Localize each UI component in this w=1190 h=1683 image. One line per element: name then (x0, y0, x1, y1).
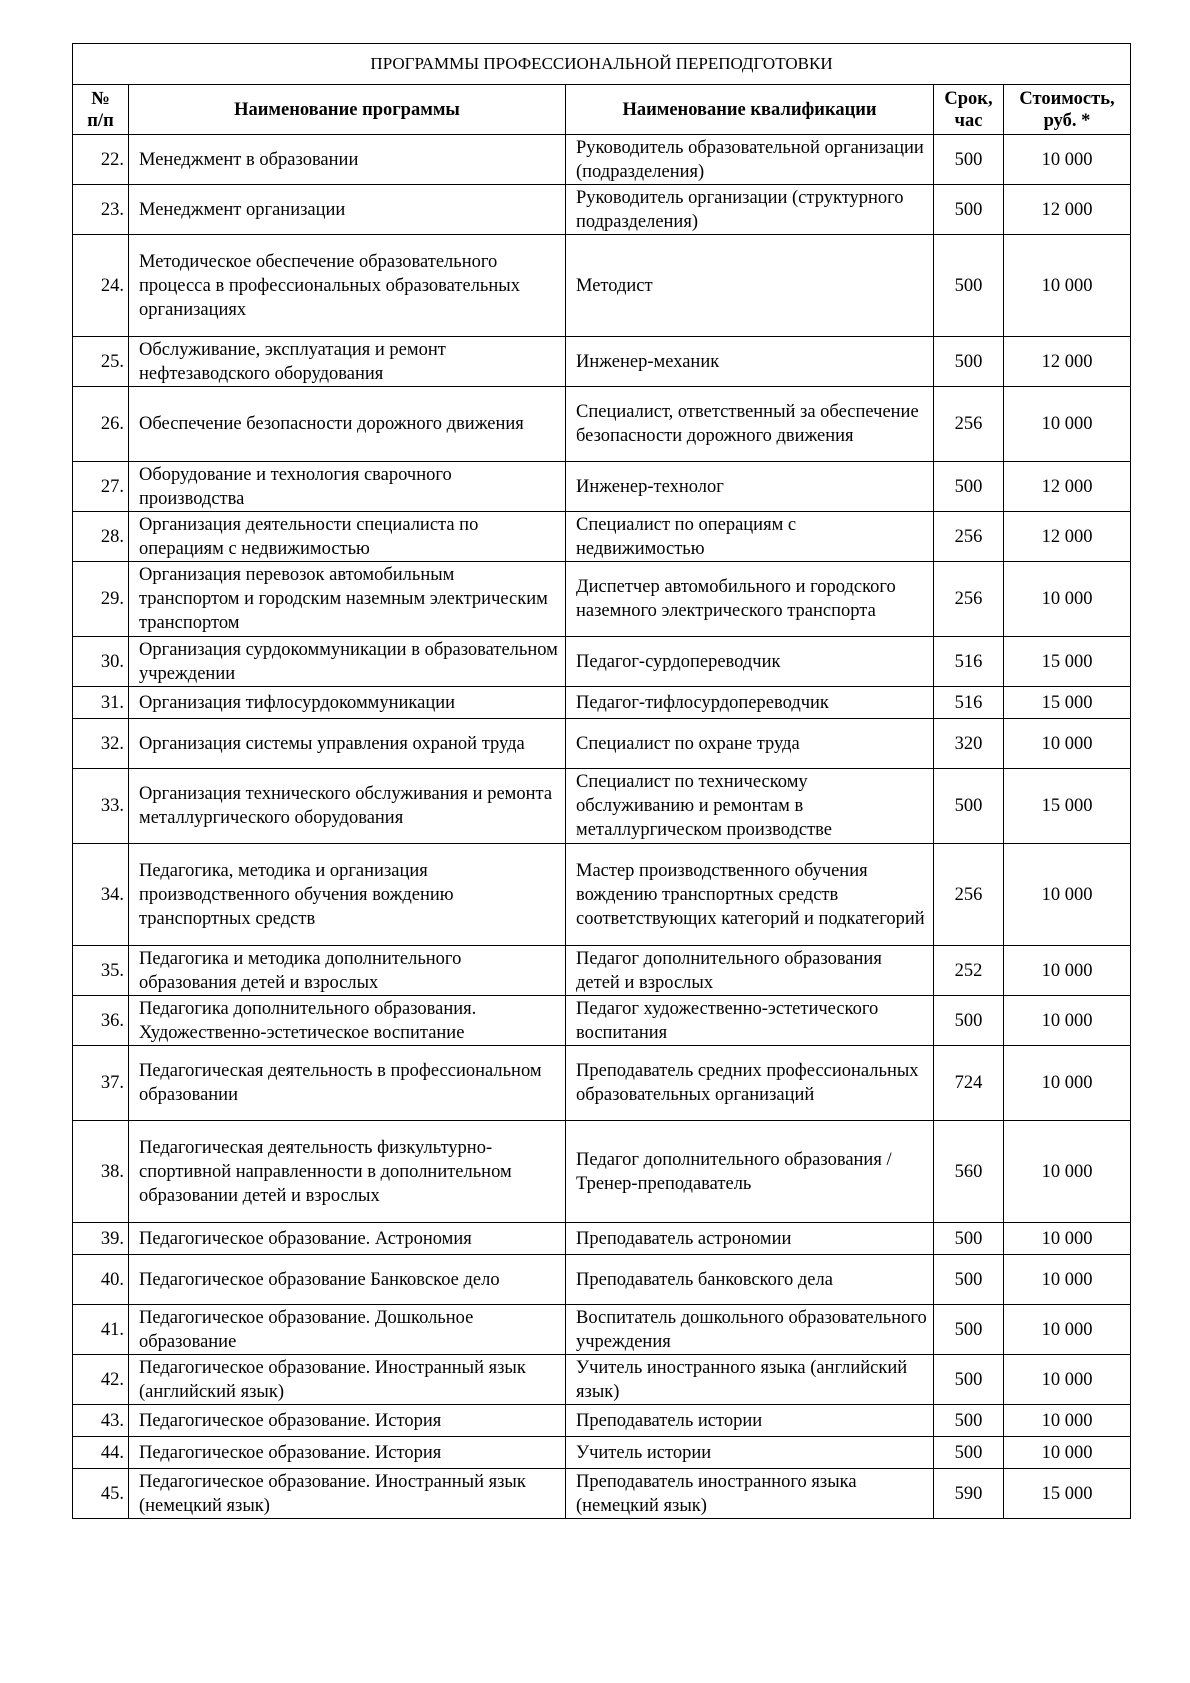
table-row (73, 1405, 1131, 1437)
row-number: 31. (73, 687, 129, 719)
duration-hours: 500 (934, 769, 1004, 844)
row-number: 33. (73, 769, 129, 844)
cost-rub: 12 000 (1004, 337, 1131, 387)
row-number: 37. (73, 1046, 129, 1121)
duration-hours: 590 (934, 1469, 1004, 1519)
header-hours: Срок, час (934, 85, 1004, 135)
cost-rub: 10 000 (1004, 1255, 1131, 1305)
row-number: 23. (73, 185, 129, 235)
programs-table (72, 43, 1131, 1519)
header-row (73, 85, 1131, 135)
cost-rub: 10 000 (1004, 844, 1131, 946)
cost-rub: 10 000 (1004, 1223, 1131, 1255)
duration-hours: 252 (934, 946, 1004, 996)
program-name: Педагогическое образование. Астрономия (129, 1223, 566, 1255)
program-name: Обслуживание, эксплуатация и ремонт нефтезаводского оборудования (129, 337, 566, 387)
program-name: Организация сурдокоммуникации в образовательном учреждении (129, 637, 566, 687)
program-name: Педагогика и методика дополнительного образования детей и взрослых (129, 946, 566, 996)
qualification-name: Преподаватель банковского дела (566, 1255, 934, 1305)
row-number: 22. (73, 135, 129, 185)
qualification-name: Педагог дополнительного образования детей и взрослых (566, 946, 934, 996)
header-cost: Стоимость, руб. * (1004, 85, 1131, 135)
table-row (73, 462, 1131, 512)
duration-hours: 256 (934, 844, 1004, 946)
program-name: Педагогика, методика и организация производственного обучения вождению транспортных средств (129, 844, 566, 946)
row-number: 25. (73, 337, 129, 387)
program-name: Оборудование и технология сварочного производства (129, 462, 566, 512)
table-row (73, 687, 1131, 719)
qualification-name: Специалист по техническому обслуживанию и ремонтам в металлургическом производстве (566, 769, 934, 844)
qualification-name: Руководитель образовательной организации (подразделения) (566, 135, 934, 185)
row-number: 29. (73, 562, 129, 637)
program-name: Организация системы управления охраной труда (129, 719, 566, 769)
qualification-name: Воспитатель дошкольного образовательного учреждения (566, 1305, 934, 1355)
table-row (73, 1223, 1131, 1255)
qualification-name: Специалист по операциям с недвижимостью (566, 512, 934, 562)
duration-hours: 724 (934, 1046, 1004, 1121)
qualification-name: Учитель иностранного языка (английский язык) (566, 1355, 934, 1405)
cost-rub: 10 000 (1004, 719, 1131, 769)
program-name: Педагогическая деятельность в профессиональном образовании (129, 1046, 566, 1121)
cost-rub: 10 000 (1004, 1305, 1131, 1355)
program-name: Организация технического обслуживания и ремонта металлургического оборудования (129, 769, 566, 844)
table-row (73, 135, 1131, 185)
table-title: ПРОГРАММЫ ПРОФЕССИОНАЛЬНОЙ ПЕРЕПОДГОТОВКИ (73, 44, 1131, 85)
duration-hours: 500 (934, 1305, 1004, 1355)
table-row (73, 1469, 1131, 1519)
header-qualification: Наименование квалификации (566, 85, 934, 135)
row-number: 41. (73, 1305, 129, 1355)
row-number: 39. (73, 1223, 129, 1255)
qualification-name: Методист (566, 235, 934, 337)
table-body (73, 135, 1131, 1519)
cost-rub: 15 000 (1004, 637, 1131, 687)
qualification-name: Мастер производственного обучения вождению транспортных средств соответствующих категорий и подкатегорий (566, 844, 934, 946)
duration-hours: 256 (934, 512, 1004, 562)
row-number: 38. (73, 1121, 129, 1223)
row-number: 24. (73, 235, 129, 337)
cost-rub: 10 000 (1004, 135, 1131, 185)
table-row (73, 1046, 1131, 1121)
qualification-name: Педагог-сурдопереводчик (566, 637, 934, 687)
cost-rub: 10 000 (1004, 946, 1131, 996)
program-name: Организация деятельности специалиста по операциям с недвижимостью (129, 512, 566, 562)
program-name: Организация перевозок автомобильным транспортом и городским наземным электрическим транспортом (129, 562, 566, 637)
duration-hours: 500 (934, 135, 1004, 185)
program-name: Педагогическое образование. Иностранный язык (немецкий язык) (129, 1469, 566, 1519)
row-number: 30. (73, 637, 129, 687)
cost-rub: 10 000 (1004, 562, 1131, 637)
duration-hours: 256 (934, 387, 1004, 462)
program-name: Педагогика дополнительного образования. Художественно-эстетическое воспитание (129, 996, 566, 1046)
header-program: Наименование программы (129, 85, 566, 135)
qualification-name: Руководитель организации (структурного подразделения) (566, 185, 934, 235)
header-num: № п/п (73, 85, 129, 135)
duration-hours: 500 (934, 1355, 1004, 1405)
table-row (73, 1437, 1131, 1469)
row-number: 27. (73, 462, 129, 512)
duration-hours: 560 (934, 1121, 1004, 1223)
cost-rub: 15 000 (1004, 769, 1131, 844)
qualification-name: Диспетчер автомобильного и городского наземного электрического транспорта (566, 562, 934, 637)
qualification-name: Инженер-механик (566, 337, 934, 387)
duration-hours: 500 (934, 996, 1004, 1046)
program-name: Педагогическое образование Банковское дело (129, 1255, 566, 1305)
qualification-name: Педагог художественно-эстетического воспитания (566, 996, 934, 1046)
row-number: 26. (73, 387, 129, 462)
title-row (73, 44, 1131, 85)
program-name: Педагогическое образование. История (129, 1405, 566, 1437)
table-row (73, 1355, 1131, 1405)
cost-rub: 10 000 (1004, 235, 1131, 337)
row-number: 34. (73, 844, 129, 946)
table-row (73, 387, 1131, 462)
duration-hours: 256 (934, 562, 1004, 637)
duration-hours: 516 (934, 687, 1004, 719)
qualification-name: Специалист, ответственный за обеспечение безопасности дорожного движения (566, 387, 934, 462)
table-row (73, 185, 1131, 235)
program-name: Педагогическая деятельность физкультурно-спортивной направленности в дополнительном образовании детей и взрослых (129, 1121, 566, 1223)
duration-hours: 500 (934, 1405, 1004, 1437)
row-number: 44. (73, 1437, 129, 1469)
program-name: Педагогическое образование. Иностранный язык (английский язык) (129, 1355, 566, 1405)
program-name: Педагогическое образование. Дошкольное образование (129, 1305, 566, 1355)
qualification-name: Преподаватель астрономии (566, 1223, 934, 1255)
table-row (73, 1305, 1131, 1355)
table-row (73, 946, 1131, 996)
qualification-name: Преподаватель иностранного языка (немецкий язык) (566, 1469, 934, 1519)
duration-hours: 500 (934, 462, 1004, 512)
table-row (73, 719, 1131, 769)
duration-hours: 516 (934, 637, 1004, 687)
qualification-name: Педагог-тифлосурдопереводчик (566, 687, 934, 719)
row-number: 32. (73, 719, 129, 769)
row-number: 40. (73, 1255, 129, 1305)
cost-rub: 10 000 (1004, 996, 1131, 1046)
row-number: 28. (73, 512, 129, 562)
qualification-name: Преподаватель истории (566, 1405, 934, 1437)
program-name: Менеджмент в образовании (129, 135, 566, 185)
cost-rub: 15 000 (1004, 1469, 1131, 1519)
table-row (73, 844, 1131, 946)
duration-hours: 500 (934, 1223, 1004, 1255)
cost-rub: 10 000 (1004, 1437, 1131, 1469)
table-row (73, 235, 1131, 337)
row-number: 35. (73, 946, 129, 996)
row-number: 42. (73, 1355, 129, 1405)
qualification-name: Преподаватель средних профессиональных образовательных организаций (566, 1046, 934, 1121)
cost-rub: 10 000 (1004, 1405, 1131, 1437)
program-name: Менеджмент организации (129, 185, 566, 235)
table-row (73, 769, 1131, 844)
cost-rub: 10 000 (1004, 1121, 1131, 1223)
qualification-name: Специалист по охране труда (566, 719, 934, 769)
cost-rub: 12 000 (1004, 512, 1131, 562)
row-number: 45. (73, 1469, 129, 1519)
table-row (73, 1121, 1131, 1223)
cost-rub: 10 000 (1004, 387, 1131, 462)
table-row (73, 996, 1131, 1046)
program-name: Обеспечение безопасности дорожного движения (129, 387, 566, 462)
table-row (73, 637, 1131, 687)
cost-rub: 10 000 (1004, 1046, 1131, 1121)
program-name: Педагогическое образование. История (129, 1437, 566, 1469)
program-name: Организация тифлосурдокоммуникации (129, 687, 566, 719)
duration-hours: 500 (934, 1437, 1004, 1469)
duration-hours: 320 (934, 719, 1004, 769)
qualification-name: Педагог дополнительного образования / Тренер-преподаватель (566, 1121, 934, 1223)
table-row (73, 1255, 1131, 1305)
qualification-name: Учитель истории (566, 1437, 934, 1469)
qualification-name: Инженер-технолог (566, 462, 934, 512)
table-row (73, 337, 1131, 387)
row-number: 36. (73, 996, 129, 1046)
cost-rub: 12 000 (1004, 185, 1131, 235)
table-row (73, 562, 1131, 637)
row-number: 43. (73, 1405, 129, 1437)
duration-hours: 500 (934, 235, 1004, 337)
cost-rub: 12 000 (1004, 462, 1131, 512)
duration-hours: 500 (934, 1255, 1004, 1305)
duration-hours: 500 (934, 185, 1004, 235)
program-name: Методическое обеспечение образовательного процесса в профессиональных образовательных организациях (129, 235, 566, 337)
cost-rub: 10 000 (1004, 1355, 1131, 1405)
duration-hours: 500 (934, 337, 1004, 387)
table-row (73, 512, 1131, 562)
cost-rub: 15 000 (1004, 687, 1131, 719)
